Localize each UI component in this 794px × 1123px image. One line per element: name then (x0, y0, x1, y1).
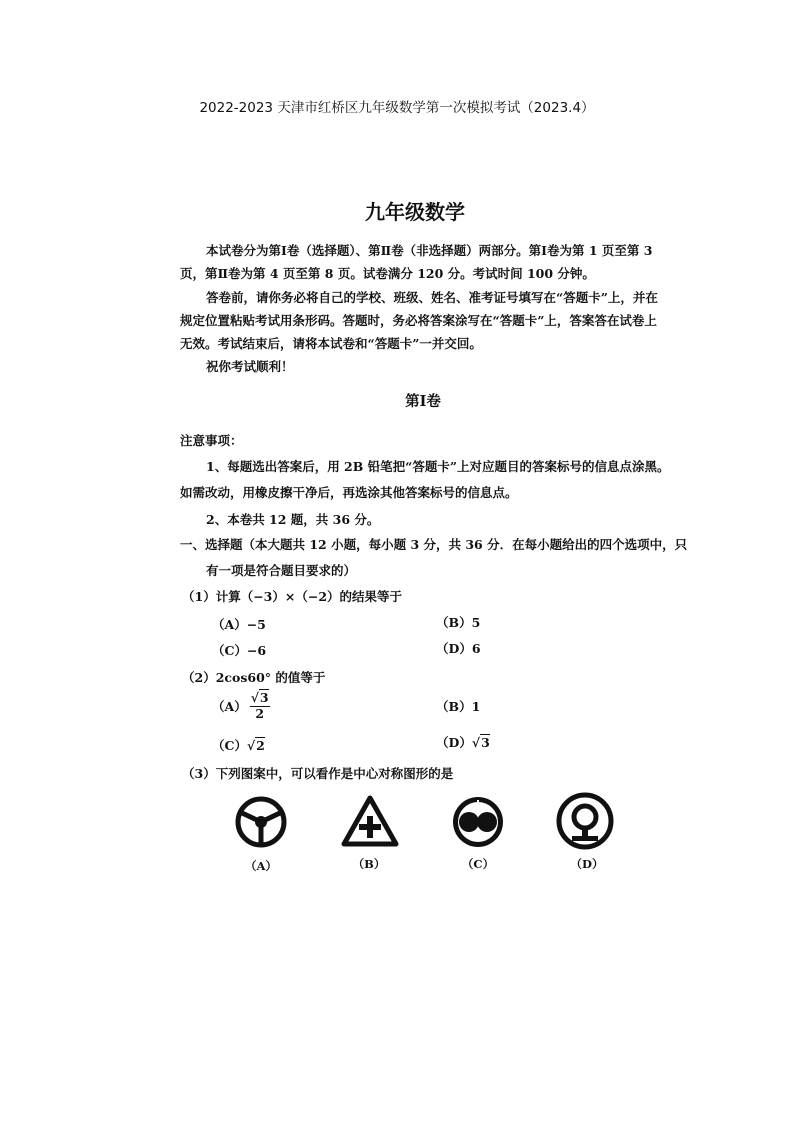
q1-option-d: （D）6 (436, 641, 481, 656)
q2-option-d-label: （D） (436, 735, 472, 750)
q2-option-a-radicand: 3 (259, 690, 269, 705)
q2-option-b: （B）1 (436, 699, 481, 714)
intro-p1-line1: 本试卷分为第Ⅰ卷（选择题）、第Ⅱ卷（非选择题）两部分。第Ⅰ卷为第 1 页至第 3 (206, 243, 653, 258)
q2-option-d: （D）√3 (436, 735, 490, 750)
q2-option-a-fraction: $\frac{√3}{2}$ (250, 690, 269, 721)
note-1-line1: 1、每题选出答案后，用 2B 铅笔把“答题卡”上对应题目的答案标号的信息点涂黑。 (206, 459, 670, 474)
figure-label-a: （A） (245, 859, 277, 873)
question-1-stem: （1）计算（−3）×（−2）的结果等于 (182, 589, 403, 604)
section-heading-line1: 一、选择题（本大题共 12 小题，每小题 3 分，共 36 分．在每小题给出的四个选项中，只 (180, 537, 688, 552)
note-1-line2: 如需改动，用橡皮擦干净后，再选涂其他答案标号的信息点。 (180, 485, 518, 500)
q2-option-d-radicand: 3 (481, 735, 490, 750)
q1-option-a: （A）−5 (212, 617, 266, 632)
figure-label-b: （B） (352, 857, 386, 871)
q2-option-c-radicand: 2 (256, 738, 265, 753)
q2-option-c: （C）√2 (212, 738, 265, 753)
notes-heading: 注意事项： (180, 433, 243, 448)
document-header: 2022-2023 天津市红桥区九年级数学第一次模拟考试（2023.4） (199, 100, 595, 116)
q2-option-a-denominator: 2 (255, 705, 265, 721)
q1-option-c: （C）−6 (212, 643, 267, 658)
triangle-cross-icon (340, 794, 400, 848)
intro-p3: 祝你考试顺利！ (206, 359, 294, 374)
figure-label-d: （D） (570, 857, 604, 871)
q2-option-a-label: （A） (212, 699, 247, 714)
question-2-stem: （2）2cos60° 的值等于 (182, 670, 326, 685)
railway-logo-icon (556, 792, 614, 850)
intro-p1-line2: 页，第Ⅱ卷为第 4 页至第 8 页。试卷满分 120 分。考试时间 100 分钟。 (180, 266, 595, 281)
intro-p2-line1: 答卷前，请你务必将自己的学校、班级、姓名、准考证号填写在“答题卡”上，并在 (206, 290, 658, 305)
exam-title: 九年级数学 (365, 200, 465, 224)
q2-option-c-label: （C） (212, 738, 247, 753)
question-3-stem: （3）下列图案中，可以看作是中心对称图形的是 (182, 766, 454, 781)
q1-option-b: （B）5 (436, 615, 481, 630)
q2-option-a (212, 692, 270, 720)
figure-label-c: （C） (461, 857, 495, 871)
intro-p2-line3: 无效。考试结束后，请将本试卷和“答题卡”一并交回。 (180, 336, 482, 351)
volume-title: 第Ⅰ卷 (405, 393, 441, 410)
steering-wheel-icon (234, 795, 288, 849)
intro-p2-line2: 规定位置粘贴考试用条形码。答题时，务必将答案涂写在“答题卡”上，答案答在试卷上 (180, 313, 657, 328)
twin-circles-icon (450, 794, 506, 850)
section-heading-line2: 有一项是符合题目要求的） (206, 563, 357, 578)
note-2: 2、本卷共 12 题，共 36 分。 (206, 512, 380, 527)
